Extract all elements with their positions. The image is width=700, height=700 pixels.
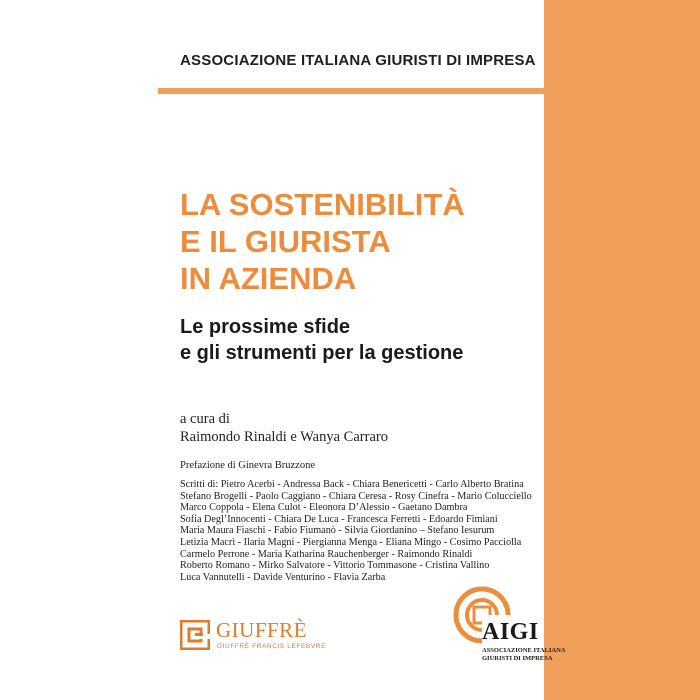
authors-line: Luca Vannutelli - Davide Venturino - Flavia Zarba	[180, 571, 386, 583]
editors-names: Raimondo Rinaldi e Wanya Carraro	[180, 429, 388, 445]
aigi-subtitle	[482, 647, 566, 663]
preface-credit: Prefazione di Ginevra Bruzzone	[180, 460, 315, 471]
editors-block	[180, 410, 388, 446]
title-line: LA SOSTENIBILITÀ	[180, 187, 465, 222]
authors-line: Letizia Macrì - Ilaria Magni - Piergianna Menga - Eliana Mingo - Cosimo Pacciolla	[180, 536, 522, 548]
aigi-logo	[448, 585, 568, 695]
authors-line: Marco Coppola - Elena Culot - Eleonora D’Alessio - Gaetano Dambra	[180, 502, 468, 514]
authors-line: Carmelo Perrone - Maria Katharina Rauchenberger - Raimondo Rinaldi	[180, 548, 473, 560]
authors-line: Maria Maura Fiaschi - Fabio Fiumanò - Silvia Giordanino – Stefano Iesurum	[180, 525, 495, 537]
subtitle-line: Le prossime sfide	[180, 316, 351, 338]
book-subtitle	[180, 314, 540, 366]
aigi-name: AIGI	[482, 619, 539, 645]
authors-line: Roberto Romano - Mirko Salvatore - Vittorio Tommasone - Cristina Vallino	[180, 560, 490, 572]
authors-line: Scritti di: Pietro Acerbi - Andressa Back - Chiara Benericetti - Carlo Alberto Bratina	[180, 479, 524, 490]
curated-by-label: a cura di	[180, 411, 230, 427]
aigi-subtitle-line: ASSOCIAZIONE ITALIANA	[482, 647, 566, 654]
title-line: E IL GIURISTA	[180, 224, 391, 259]
authors-line: Stefano Brogelli - Paolo Caggiano - Chiara Ceresa - Rosy Cinefra - Mario Colucciello	[180, 490, 532, 502]
book-title	[180, 186, 540, 297]
publisher-header: ASSOCIAZIONE ITALIANA GIURISTI DI IMPRESA	[180, 52, 536, 69]
subtitle-line: e gli strumenti per la gestione	[180, 342, 464, 364]
giuffre-g-mark-icon	[180, 620, 210, 650]
giuffre-logo	[180, 618, 340, 658]
aigi-subtitle-line: GIURISTI DI IMPRESA	[482, 655, 553, 662]
giuffre-subtitle: GIUFFRÈ FRANCIS LEFEBVRE	[217, 643, 327, 650]
title-line: IN AZIENDA	[180, 261, 357, 296]
authors-line: Sofia Degl’Innocenti - Chiara De Luca - Francesca Ferretti - Edoardo Fimiani	[180, 513, 498, 525]
giuffre-name: GIUFFRÈ	[216, 618, 308, 642]
header-rule	[158, 88, 548, 94]
authors-list	[180, 479, 530, 583]
